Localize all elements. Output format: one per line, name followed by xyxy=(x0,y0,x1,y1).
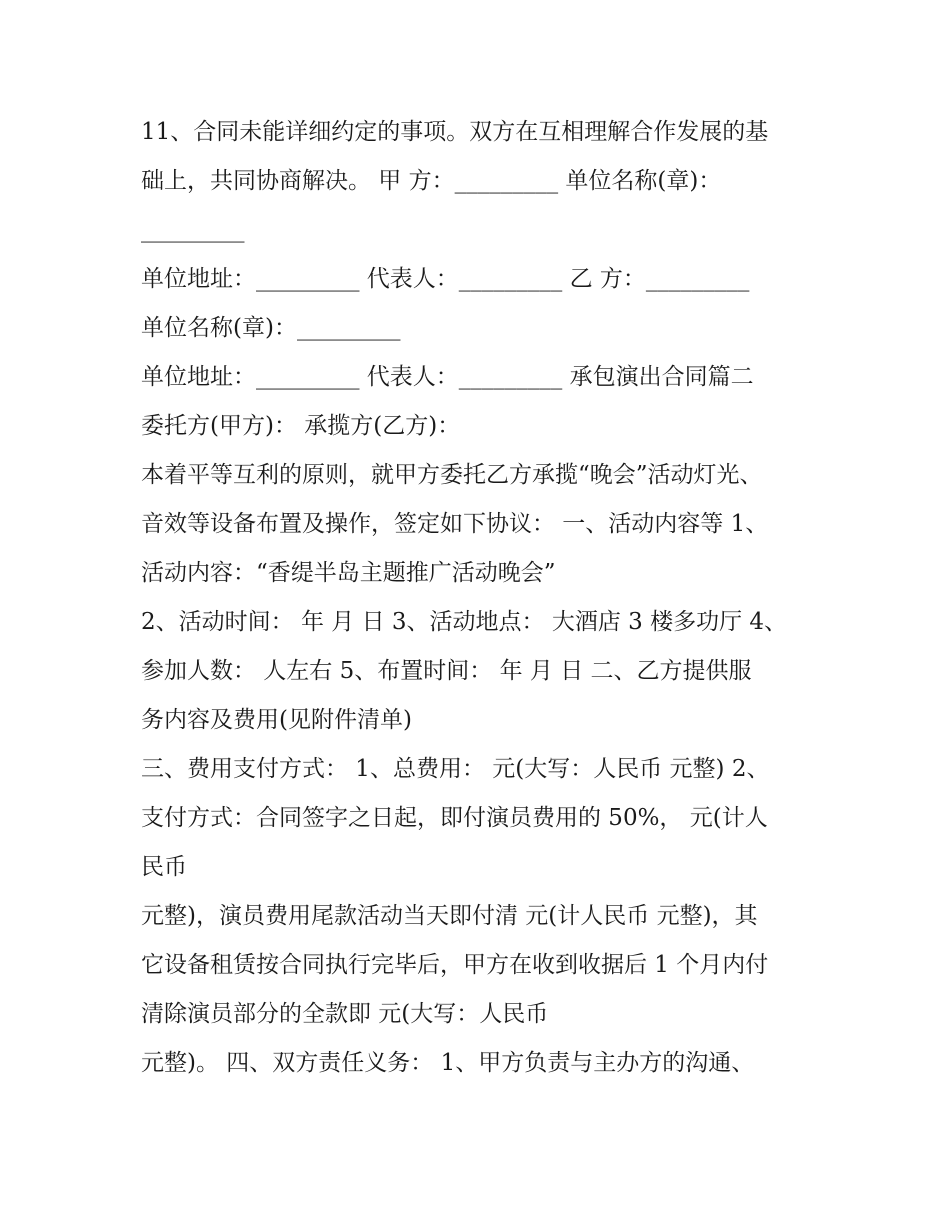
text-line: 础上，共同协商解决。 甲 方：_________ 单位名称(章)： xyxy=(141,168,722,194)
text-line: 单位地址：_________ 代表人：_________ 承包演出合同篇二 xyxy=(141,364,754,390)
text-line: 务内容及费用(见附件清单) xyxy=(141,707,412,733)
text-line: 三、费用支付方式： 1、总费用： 元(大写：人民币 元整) 2、 xyxy=(141,756,770,782)
text-line: 委托方(甲方)： 承揽方(乙方)： xyxy=(141,413,461,439)
text-line: 支付方式：合同签字之日起，即付演员费用的 50%， 元(计人 xyxy=(141,805,768,831)
contract-text xyxy=(141,108,821,1088)
text-line: 单位地址：_________ 代表人：_________ 乙 方：_________ xyxy=(141,266,750,292)
text-line: 参加人数： 人左右 5、布置时间： 年 月 日 二、乙方提供服 xyxy=(141,658,752,684)
text-line: 元整)，演员费用尾款活动当天即付清 元(计人民币 元整)，其 xyxy=(141,903,758,929)
text-line: 11、合同未能详细约定的事项。双方在互相理解合作发展的基 xyxy=(141,119,769,145)
text-line: 2、活动时间： 年 月 日 3、活动地点： 大酒店 3 楼多功厅 4、 xyxy=(141,609,788,635)
text-line: 元整)。 四、双方责任义务： 1、甲方负责与主办方的沟通、 xyxy=(141,1050,755,1076)
text-line: _________ xyxy=(141,217,245,243)
text-line: 清除演员部分的全款即 元(大写：人民币 xyxy=(141,1001,549,1027)
text-line: 民币 xyxy=(141,854,187,880)
text-line: 活动内容：“香缇半岛主题推广活动晚会” xyxy=(141,560,556,586)
text-line: 本着平等互利的原则，就甲方委托乙方承揽“晚会”活动灯光、 xyxy=(141,462,763,488)
text-line: 单位名称(章)：_________ xyxy=(141,315,401,341)
text-line: 音效等设备布置及操作，签定如下协议： 一、活动内容等 1、 xyxy=(141,511,769,537)
text-line: 它设备租赁按合同执行完毕后，甲方在收到收据后 1 个月内付 xyxy=(141,952,769,978)
